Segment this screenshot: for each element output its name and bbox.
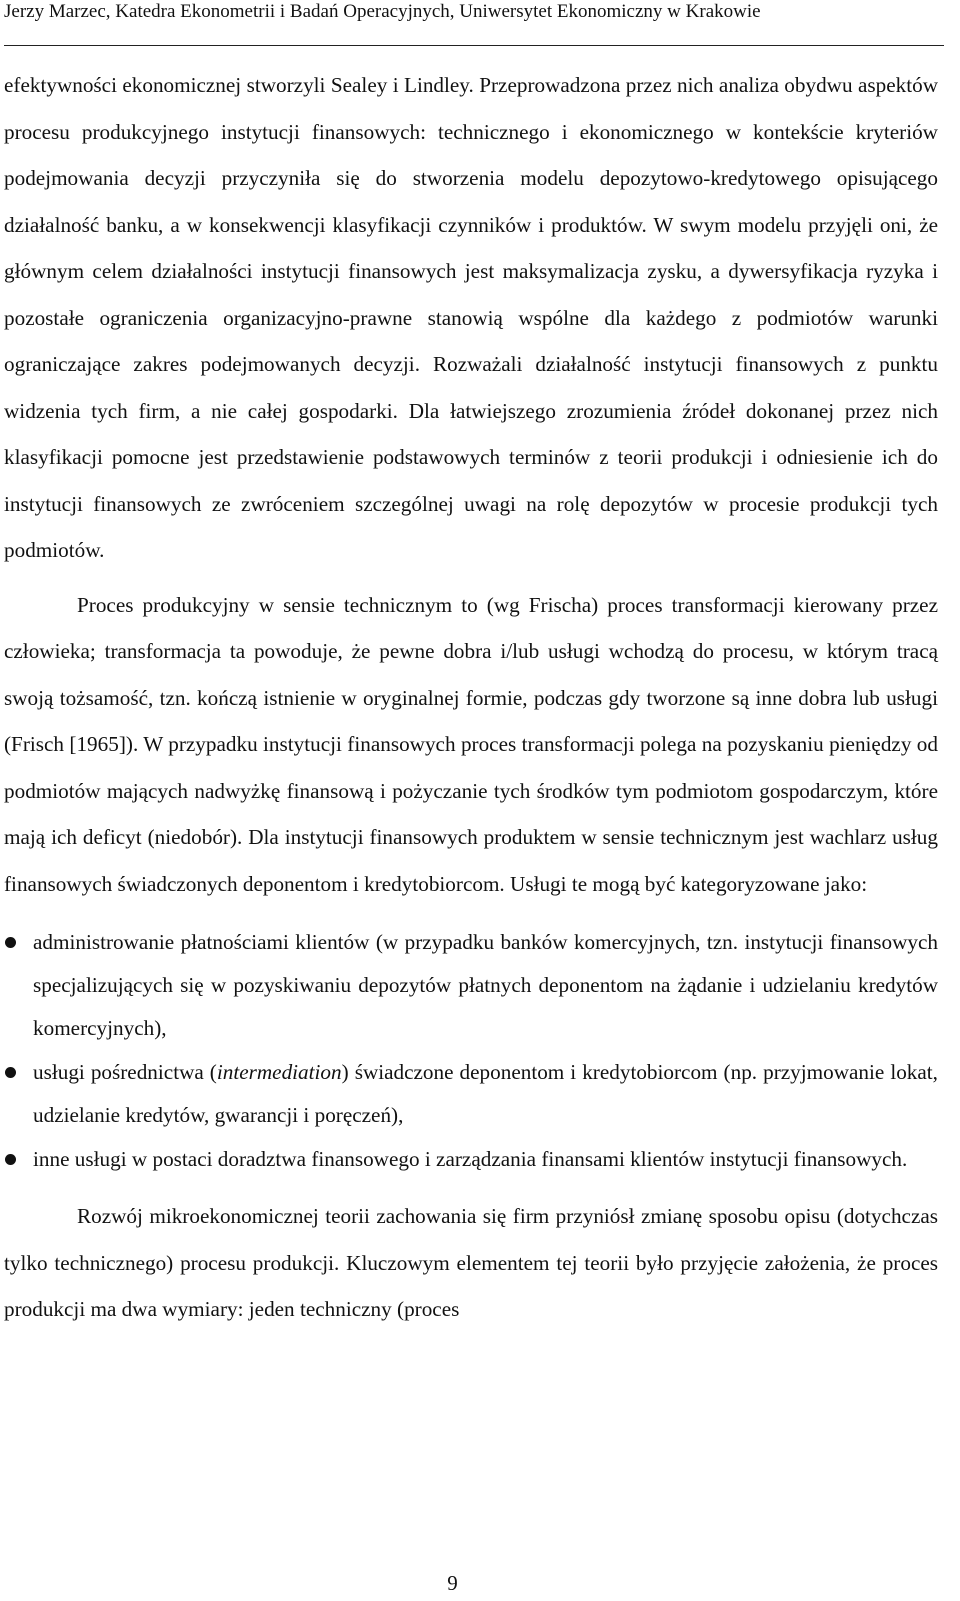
list-item [4, 1051, 938, 1137]
list-item-text: administrowanie płatnościami klientów (w przypadku banków komercyjnych, tzn. instytucji finansowych specjalizujących się w pozyskiwaniu depozytów płatnych deponentom na żądanie i udzielaniu kredytów komercyjnych), [33, 930, 938, 1040]
running-title: Jerzy Marzec, Katedra Ekonometrii i Badań Operacyjnych, Uniwersytet Ekonomiczny w Krakowie [4, 1, 761, 22]
bullet-icon [5, 1067, 16, 1078]
list-item-text-end: ) świadczone deponentom i kredytobiorcom (np. przyjmowanie lokat, udzielanie kredytów, gwarancji i poręczeń), [33, 1060, 938, 1127]
paragraph-2: Proces produkcyjny w sensie technicznym to (wg Frischa) proces transformacji kierowany przez człowieka; transformacja ta powoduje, że pewne dobra i/lub usługi wchodzą do procesu, w którym tracą swoją tożsamość, tzn. kończą istnienie w oryginalnej formie, podczas gdy tworzone są inne dobra lub usługi (Frisch [1965]). W przypadku instytucji finansowych proces transformacji polega na pozyskaniu pieniędzy od podmiotów mających nadwyżkę finansową i pożyczanie tych środków tym podmiotom gospodarczym, które mają ich deficyt (niedobór). Dla instytucji finansowych produktem w sensie technicznym jest wachlarz usług finansowych świadczonych deponentom i kredytobiorcom. Usługi te mogą być kategoryzowane jako: [4, 592, 938, 896]
page-header [4, 0, 944, 46]
list-item-text-start: usługi pośrednictwa ( [33, 1060, 217, 1084]
page-number: 9 [447, 1571, 458, 1595]
bullet-icon [5, 1154, 16, 1165]
list-item-text: inne usługi w postaci doradztwa finansowego i zarządzania finansami klientów instytucji finansowych. [33, 1147, 908, 1171]
list-item [4, 921, 938, 1050]
list-item [4, 1138, 938, 1181]
page-body [4, 62, 938, 1333]
list-item-italic-term: intermediation [216, 1060, 342, 1084]
paragraph-3: Rozwój mikroekonomicznej teorii zachowania się firm przyniósł zmianę sposobu opisu (dotychczas tylko technicznego) procesu produkcji. Kluczowym elementem tej teorii było przyjęcie założenia, że proces produkcji ma dwa wymiary: jeden techniczny (proces [4, 1204, 938, 1321]
services-list [4, 921, 938, 1181]
paragraph-1: efektywności ekonomicznej stworzyli Sealey i Lindley. Przeprowadzona przez nich analiza obydwu aspektów procesu produkcyjnego instytucji finansowych: technicznego i ekonomicznego w kontekście kryteriów podejmowania decyzji przyczyniła się do stworzenia modelu depozytowo-kredytowego opisującego działalność banku, a w konsekwencji klasyfikacji czynników i produktów. W swym modelu przyjęli oni, że głównym celem działalności instytucji finansowych jest maksymalizacja zysku, a dywersyfikacja ryzyka i pozostałe ograniczenia organizacyjno-prawne stanowią wspólne dla każdego z podmiotów warunki ograniczające zakres podejmowanych decyzji. Rozważali działalność instytucji finansowych z punktu widzenia tych firm, a nie całej gospodarki. Dla łatwiejszego zrozumienia źródeł dokonanej przez nich klasyfikacji pomocne jest przedstawienie podstawowych terminów z teorii produkcji i odniesienie ich do instytucji finansowych ze zwróceniem szczególnej uwagi na rolę depozytów w procesie produkcji tych podmiotów. [4, 73, 938, 562]
bullet-icon [5, 937, 16, 948]
